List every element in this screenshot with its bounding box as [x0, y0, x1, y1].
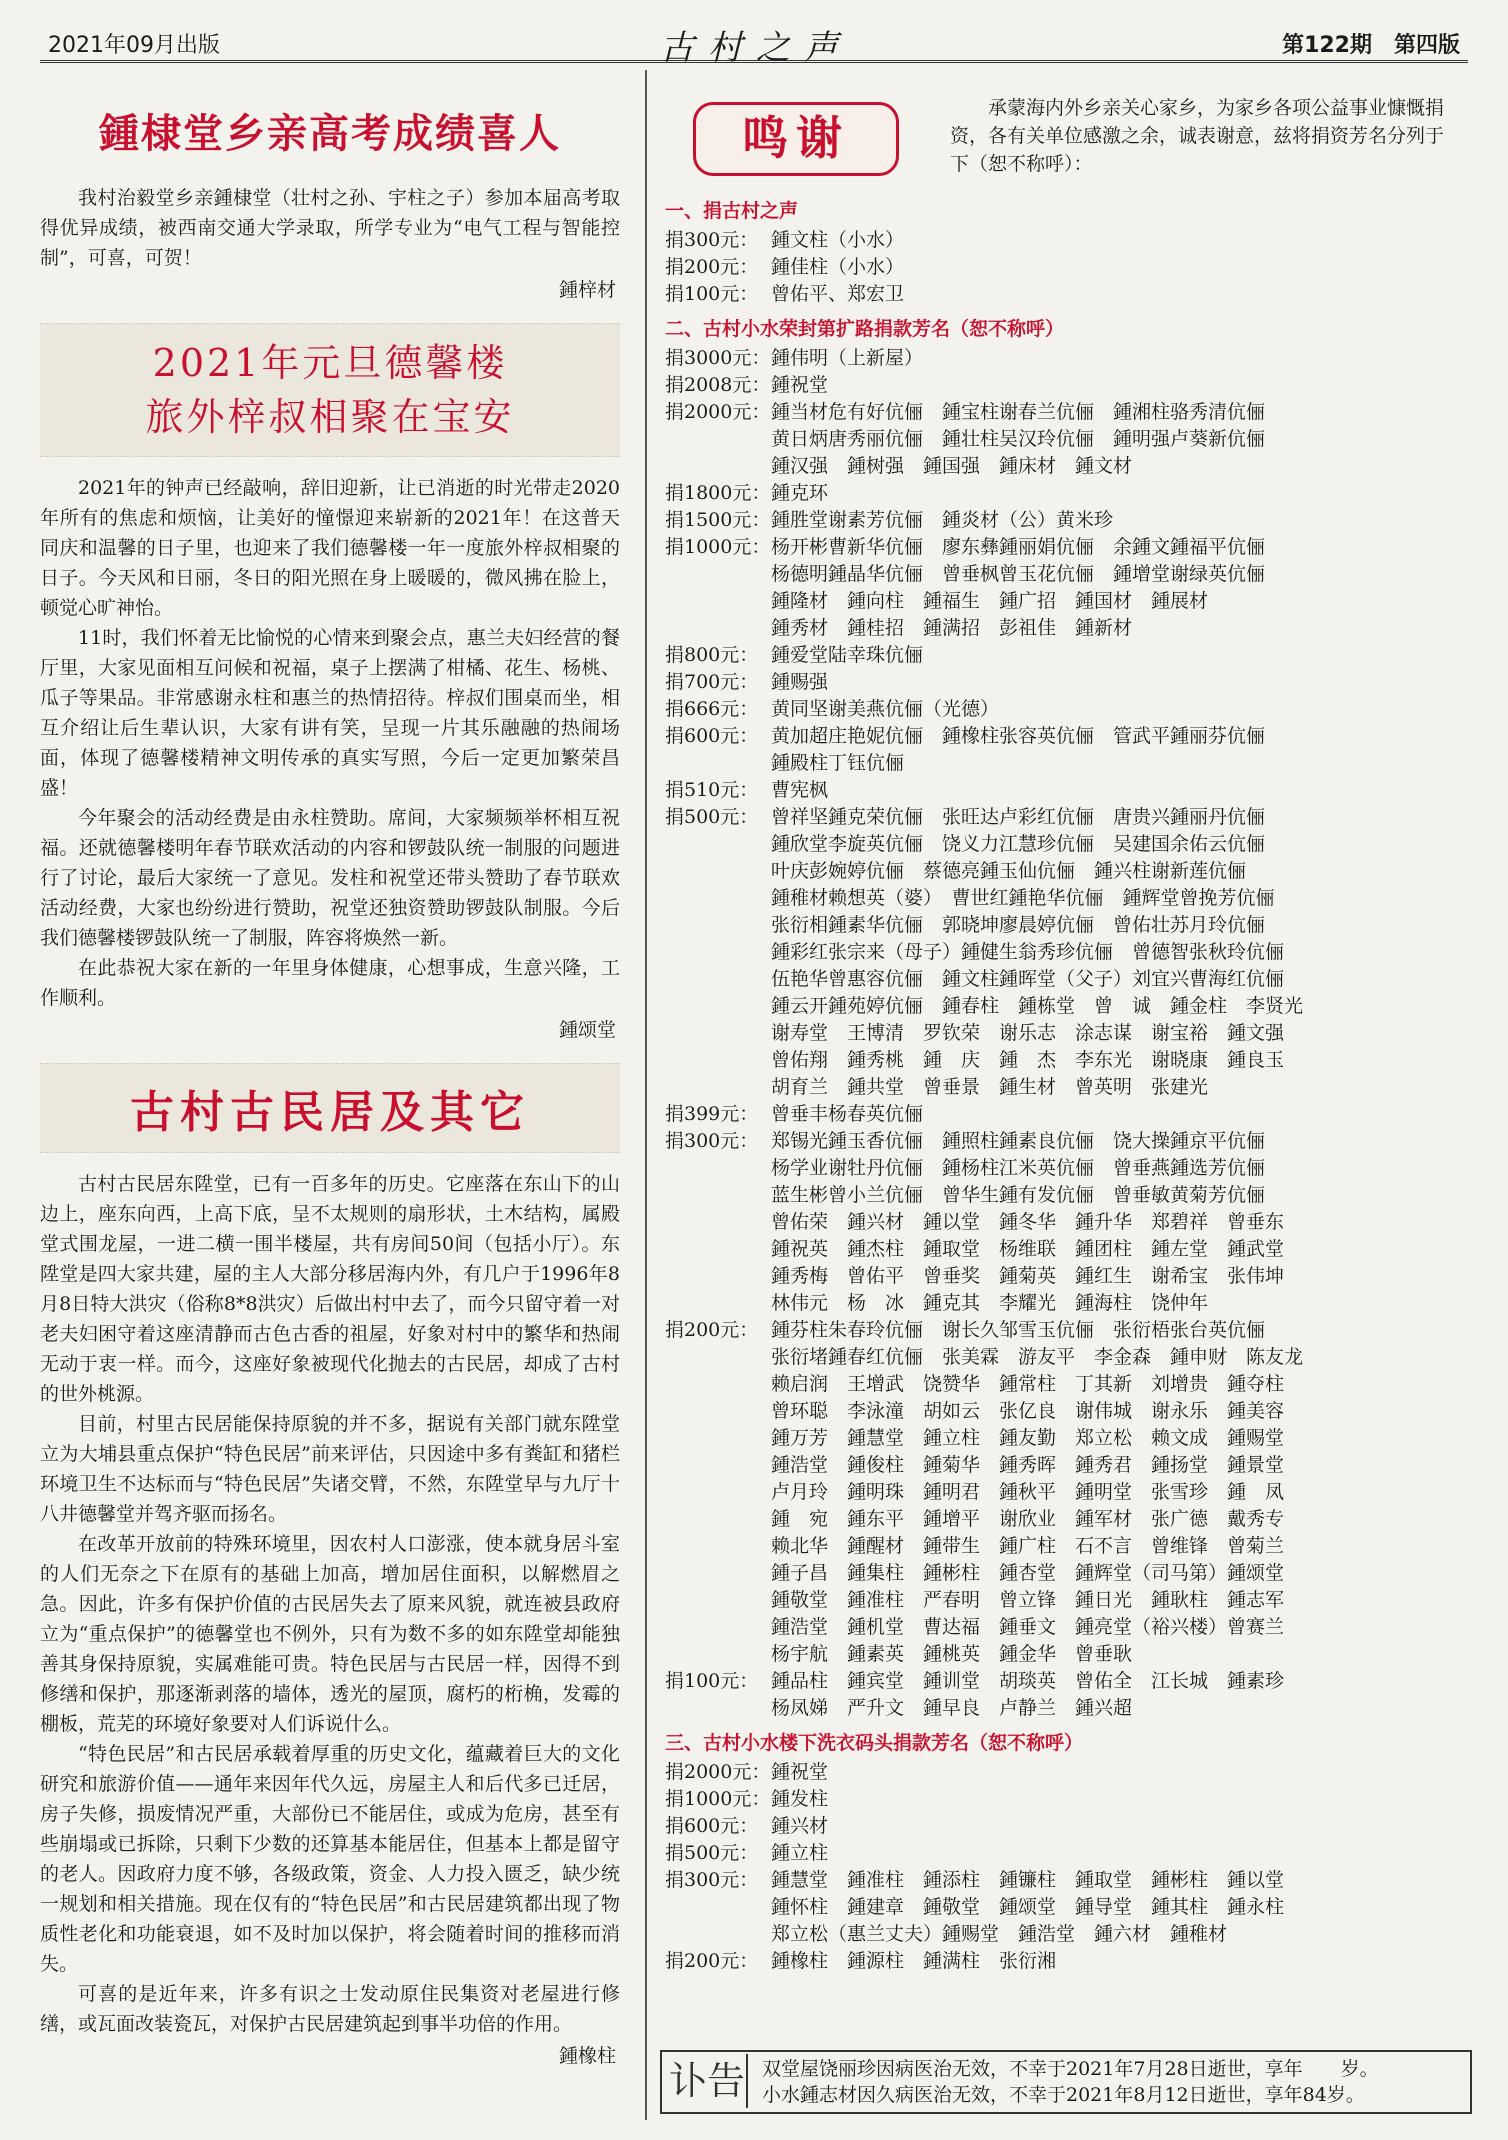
donation-section [665, 1728, 1470, 1975]
donation-row [665, 804, 1470, 1101]
donor-line: 鍾赐强 [771, 671, 829, 693]
donation-amount: 捐510元： [665, 779, 759, 801]
donation-row [665, 1786, 1470, 1813]
column-divider [645, 70, 647, 2120]
donor-line: 鍾品柱 鍾宾堂 鍾训堂 胡琰英 曾佑全 江长城 鍾素珍 [771, 1670, 1285, 1692]
donation-section-heading: 一、捐古村之声 [665, 200, 799, 222]
donation-amount: 捐399元： [665, 1103, 759, 1125]
paper-title: 古村之声 [660, 28, 852, 68]
donor-line: 鍾橡柱 鍾源柱 鍾满柱 张衍湘 [771, 1950, 1057, 1972]
article-paragraph: 古村古民居东陞堂，已有一百多年的历史。它座落在东山下的山边上，座东向西，上高下底，呈不太规则的扇形状，土木结构，属殿堂式围龙屋，一进二横一围半楼屋，共有房间50间（包括小厅）。东陞堂是四大家共建，屋的主人大部分移居海内外，有几户于1996年8月8日特大洪灾（俗称8*8洪灾）后做出村中去了，而今只留守着一对老夫妇困守着这座清静而古色古香的祖屋，好象对村中的繁华和热闹无动于衷一样。而今，这座好象被现代化抛去的古民居，却成了古村的世外桃源。 [40, 1173, 620, 1405]
donor-names [771, 1840, 1470, 1867]
donation-section-heading: 三、古村小水楼下洗衣码头捐款芳名（恕不称呼） [665, 1732, 1084, 1754]
donor-names [771, 642, 1470, 669]
article-paragraph: 2021年的钟声已经敲响，辞旧迎新，让已消逝的时光带走2020年所有的焦虑和烦恼，让美好的憧憬迎来崭新的2021年！在这普天同庆和温馨的日子里，也迎来了我们德馨楼一年一度旅外梓叔相聚的日子。今天风和日丽，冬日的阳光照在身上暖暖的，微风拂在脸上，顿觉心旷神怡。 [40, 477, 620, 619]
thanks-title: 鸣谢 [693, 102, 899, 176]
obituary-box [660, 2050, 1472, 2114]
article-author: 鍾颂堂 [558, 1019, 616, 1041]
donor-line: 郑立松（惠兰丈夫）鍾赐堂 鍾浩堂 鍾六材 鍾稚材 [771, 1923, 1228, 1945]
left-column [40, 80, 620, 2077]
donation-amount: 捐500元： [665, 806, 759, 828]
donor-line: 鍾殿柱丁钰伉俪 [771, 752, 905, 774]
donor-names [771, 534, 1470, 642]
donation-lists [665, 196, 1470, 1975]
donor-names [771, 1867, 1470, 1948]
donation-amount: 捐2000元： [665, 1761, 771, 1783]
donation-section-heading: 二、古村小水荣封第扩路捐款芳名（恕不称呼） [665, 318, 1065, 340]
donation-row [665, 254, 1470, 281]
donor-line: 杨开彬曹新华伉俪 廖东彝鍾丽娟伉俪 余鍾文鍾福平伉俪 [771, 536, 1266, 558]
donation-row [665, 227, 1470, 254]
article-paragraph: 11时，我们怀着无比愉悦的心情来到聚会点，惠兰夫妇经营的餐厅里，大家见面相互问候和祝福，桌子上摆满了柑橘、花生、杨桃、瓜子等果品。非常感谢永柱和惠兰的热情招待。梓叔们围桌而坐，相互介绍让后生辈认识，大家有讲有笑，呈现一片其乐融融的热闹场面，体现了德馨楼精神文明传承的真实写照，今后一定更加繁荣昌盛！ [40, 627, 620, 799]
donor-line: 鍾秀梅 曾佑平 曾垂奖 鍾菊英 鍾红生 谢希宝 张伟坤 [771, 1265, 1285, 1287]
donation-amount: 捐1500元： [665, 509, 771, 531]
donor-line: 曾环聪 李泳潼 胡如云 张亿良 谢伟城 谢永乐 鍾美容 [771, 1400, 1285, 1422]
donor-line: 鍾发柱 [771, 1788, 829, 1810]
donation-amount: 捐200元： [665, 256, 759, 278]
donor-line: 郑锡光鍾玉香伉俪 鍾照柱鍾素良伉俪 饶大操鍾京平伉俪 [771, 1130, 1266, 1152]
donation-amount: 捐500元： [665, 1842, 759, 1864]
donor-line: 鍾浩堂 鍾俊柱 鍾菊华 鍾秀晖 鍾秀君 鍾扬堂 鍾景堂 [771, 1454, 1285, 1476]
donation-row [665, 480, 1470, 507]
donation-row [665, 1128, 1470, 1317]
donor-line: 鍾祝堂 [771, 374, 829, 396]
donation-amount: 捐3000元： [665, 347, 771, 369]
donor-line: 鍾慧堂 鍾准柱 鍾添柱 鍾镰柱 鍾取堂 鍾彬柱 鍾以堂 [771, 1869, 1285, 1891]
obituary-line: 双堂屋饶丽珍因病医治无效，不幸于2021年7月28日逝世，享年 岁。 [762, 2058, 1379, 2080]
donor-names [771, 669, 1470, 696]
donor-names [771, 1813, 1470, 1840]
article-title: 鍾棣堂乡亲高考成绩喜人 [99, 110, 561, 157]
donation-amount: 捐600元： [665, 1815, 759, 1837]
article-gaokao [40, 102, 620, 303]
donation-row [665, 723, 1470, 777]
donation-amount: 捐200元： [665, 1319, 759, 1341]
donation-row [665, 1101, 1470, 1128]
donor-line: 曾佑平、郑宏卫 [771, 283, 905, 305]
donation-row [665, 642, 1470, 669]
donor-line: 鍾 宛 鍾东平 鍾增平 谢欣业 鍾军材 张广德 戴秀专 [771, 1508, 1285, 1530]
publish-date: 2021年09月出版 [48, 33, 220, 58]
article-paragraph: 目前，村里古民居能保持原貌的并不多，据说有关部门就东陞堂立为大埔县重点保护“特色民居”前来评估，只因途中多有粪缸和猪栏环境卫生不达标而与“特色民居”失诸交臂，不然，东陞堂早与九厅十八井德馨堂并驾齐驱而扬名。 [40, 1413, 620, 1525]
donation-amount: 捐2000元： [665, 401, 771, 423]
donation-amount: 捐1000元： [665, 1788, 771, 1810]
article-paragraph: 在改革开放前的特殊环境里，因农村人口澎涨，使本就身居斗室的人们无奈之下在原有的基础上加高，增加居住面积，以解燃眉之急。因此，许多有保护价值的古民居失去了原来风貌，就连被县政府立为“重点保护”的德馨堂也不例外，只有为数不多的如东陞堂却能独善其身保持原貌，实属难能可贵。特色民居与古民居一样，因得不到修缮和保护，那逐渐剥落的墙体，透光的屋顶，腐朽的桁桷，发霉的棚板，荒芜的环境好象要对人们诉说什么。 [40, 1533, 620, 1735]
donation-row [665, 1948, 1470, 1975]
donor-line: 鍾子昌 鍾集柱 鍾彬柱 鍾杏堂 鍾辉堂（司马第）鍾颂堂 [771, 1562, 1285, 1584]
donor-line: 鍾兴材 [771, 1815, 829, 1837]
donation-amount: 捐300元： [665, 1130, 759, 1152]
donor-names [771, 1948, 1470, 1975]
donor-names [771, 372, 1470, 399]
donor-line: 鍾祝英 鍾杰柱 鍾取堂 杨维联 鍾团柱 鍾左堂 鍾武堂 [771, 1238, 1285, 1260]
donation-row [665, 1840, 1470, 1867]
donor-line: 鍾伟明（上新屋） [771, 347, 924, 369]
donor-line: 鍾彩红张宗来（母子）鍾健生翁秀珍伉俪 曾德智张秋玲伉俪 [771, 941, 1285, 963]
donor-line: 鍾怀柱 鍾建章 鍾敬堂 鍾颂堂 鍾导堂 鍾其柱 鍾永柱 [771, 1896, 1285, 1918]
donor-line: 赖北华 鍾醒材 鍾带生 鍾广柱 石不言 曾维锋 曾菊兰 [771, 1535, 1285, 1557]
donation-amount: 捐300元： [665, 1869, 759, 1891]
donation-row [665, 281, 1470, 308]
donation-section [665, 314, 1470, 1722]
donation-row [665, 399, 1470, 480]
donor-line: 曾祥坚鍾克荣伉俪 张旺达卢彩红伉俪 唐贵兴鍾丽丹伉俪 [771, 806, 1266, 828]
donor-names [771, 1317, 1470, 1668]
title-banner [40, 1063, 620, 1153]
donor-line: 曾佑荣 鍾兴材 鍾以堂 鍾冬华 鍾升华 郑碧祥 曾垂东 [771, 1211, 1285, 1233]
donor-names [771, 1759, 1470, 1786]
donor-line: 鍾爱堂陆幸珠伉俪 [771, 644, 924, 666]
donor-line: 鍾云开鍾苑婷伉俪 鍾春柱 鍾栋堂 曾 诚 鍾金柱 李贤光 [771, 995, 1304, 1017]
donor-line: 曹宪枫 [771, 779, 829, 801]
donor-names [771, 696, 1470, 723]
donor-line: 伍艳华曾惠容伉俪 鍾文柱鍾晖堂（父子）刘宜兴曹海红伉俪 [771, 968, 1285, 990]
article-title-line2: 旅外梓叔相聚在宝安 [145, 395, 515, 439]
issue-number: 第122期 第四版 [1282, 33, 1460, 58]
article-paragraph: 在此恭祝大家在新的一年里身体健康，心想事成，生意兴隆，工作顺利。 [40, 957, 620, 1009]
donor-line: 蓝生彬曾小兰伉俪 曾华生鍾有发伉俪 曾垂敏黄菊芳伉俪 [771, 1184, 1266, 1206]
donor-line: 鍾敬堂 鍾准柱 严春明 曾立锋 鍾日光 鍾耿柱 鍾志军 [771, 1589, 1285, 1611]
article-paragraph: 可喜的是近年来，许多有识之士发动原住民集资对老屋进行修缮，或瓦面改装瓷瓦，对保护古民居建筑起到事半功倍的作用。 [40, 1983, 620, 2035]
donor-line: 鍾浩堂 鍾机堂 曹达福 鍾垂文 鍾亮堂（裕兴楼）曾赛兰 [771, 1616, 1285, 1638]
right-column [665, 80, 1470, 1975]
obituary-label: 讣告 [668, 2054, 748, 2108]
donor-line: 鍾祝堂 [771, 1761, 829, 1783]
donor-line: 张衍堵鍾春红伉俪 张美霖 游友平 李金森 鍾申财 陈友龙 [771, 1346, 1304, 1368]
donor-line: 张衍相鍾素华伉俪 郭晓坤廖晨婷伉俪 曾佑壮苏月玲伉俪 [771, 914, 1266, 936]
donation-row [665, 372, 1470, 399]
thanks-header [665, 80, 1470, 190]
donor-names [771, 723, 1470, 777]
donor-line: 鍾当材危有好伉俪 鍾宝柱谢春兰伉俪 鍾湘柱骆秀清伉俪 [771, 401, 1266, 423]
donation-section [665, 196, 1470, 308]
donor-line: 鍾秀材 鍾桂招 鍾满招 彭祖佳 鍾新材 [771, 617, 1133, 639]
donor-line: 杨学业谢牡丹伉俪 鍾杨柱江米英伉俪 曾垂燕鍾选芳伉俪 [771, 1157, 1266, 1179]
donation-row [665, 1317, 1470, 1668]
donor-line: 黄同坚谢美燕伉俪（光德） [771, 698, 1000, 720]
donation-amount: 捐800元： [665, 644, 759, 666]
donation-row [665, 669, 1470, 696]
donor-line: 鍾佳柱（小水） [771, 256, 905, 278]
article-title-line1: 2021年元旦德馨楼 [152, 341, 508, 385]
donor-line: 林伟元 杨 冰 鍾克其 李耀光 鍾海柱 饶仲年 [771, 1292, 1209, 1314]
donor-names [771, 1101, 1470, 1128]
article-paragraph: “特色民居”和古民居承载着厚重的历史文化，蕴藏着巨大的文化研究和旅游价值——通年来因年代久远，房屋主人和后代多已迁居，房子失修，损废情况严重，大部份已不能居住，或成为危房，甚至有些崩塌或已拆除，只剩下少数的还算基本能居住，但基本上都是留守的老人。因政府力度不够，各级政策，资金、人力投入匮乏，缺少统一规划和相关措施。现在仅有的“特色民居”和古民居建筑都出现了物质性老化和功能衰退，如不及时加以保护，将会随着时间的推移而消失。 [40, 1743, 620, 1975]
donor-line: 鍾万芳 鍾慧堂 鍾立柱 鍾友勤 郑立松 赖文成 鍾赐堂 [771, 1427, 1285, 1449]
donor-line: 鍾立柱 [771, 1842, 829, 1864]
donor-line: 鍾芬柱朱春玲伉俪 谢长久邹雪玉伉俪 张衍梧张台英伉俪 [771, 1319, 1266, 1341]
donation-row [665, 507, 1470, 534]
article-paragraph: 今年聚会的活动经费是由永柱赞助。席间，大家频频举杯相互祝福。还就德馨楼明年春节联欢活动的内容和锣鼓队统一制服的问题进行了讨论，最后大家统一了意见。发柱和祝堂还带头赞助了春节联欢活动经费，大家也纷纷进行赞助，祝堂还独资赞助锣鼓队制服。今后我们德馨楼锣鼓队统一了制服，阵容将焕然一新。 [40, 807, 620, 949]
donor-names [771, 804, 1470, 1101]
article-title: 古村古民居及其它 [130, 1087, 530, 1138]
obituary-line: 小水鍾志材因久病医治无效，不幸于2021年8月12日逝世，享年84岁。 [762, 2084, 1365, 2106]
donor-names [771, 1668, 1470, 1722]
donation-amount: 捐1000元： [665, 536, 771, 558]
donor-names [771, 507, 1470, 534]
article-author: 鍾橡柱 [558, 2045, 616, 2067]
donor-line: 鍾隆材 鍾向柱 鍾福生 鍾广招 鍾国材 鍾展材 [771, 590, 1209, 612]
thanks-intro: 承蒙海内外乡亲关心家乡，为家乡各项公益事业慷慨捐资，各有关单位感激之余，诚表谢意，兹将捐资芳名分列于下（恕不称呼）： [950, 97, 1445, 175]
donor-line: 黄加超庄艳妮伉俪 鍾橡柱张容英伉俪 管武平鍾丽芬伉俪 [771, 725, 1266, 747]
donation-row [665, 1759, 1470, 1786]
donation-amount: 捐700元： [665, 671, 759, 693]
donor-line: 叶庆彭婉婷伉俪 蔡德亮鍾玉仙伉俪 鍾兴柱谢新莲伉俪 [771, 860, 1247, 882]
article-paragraph: 我村治毅堂乡亲鍾棣堂（壮村之孙、宇柱之子）参加本届高考取得优异成绩，被西南交通大学录取，所学专业为“电气工程与智能控制”，可喜，可贺！ [40, 187, 620, 269]
donor-names [771, 1128, 1470, 1317]
donor-names [771, 254, 1470, 281]
donor-line: 鍾克环 [771, 482, 829, 504]
donation-row [665, 1813, 1470, 1840]
donor-names [771, 345, 1470, 372]
donor-names [771, 281, 1470, 308]
donation-row [665, 696, 1470, 723]
donor-line: 鍾文柱（小水） [771, 229, 905, 251]
donor-names [771, 227, 1470, 254]
article-gathering [40, 323, 620, 1043]
donor-names [771, 399, 1470, 480]
donor-names [771, 480, 1470, 507]
donor-line: 杨凤娣 严升文 鍾早良 卢静兰 鍾兴超 [771, 1697, 1133, 1719]
donor-line: 赖启润 王增武 饶赞华 鍾常柱 丁其新 刘增贵 鍾夺柱 [771, 1373, 1285, 1395]
donation-amount: 捐666元： [665, 698, 759, 720]
donation-row [665, 1668, 1470, 1722]
donor-line: 杨宇航 鍾素英 鍾桃英 鍾金华 曾垂耿 [771, 1643, 1133, 1665]
donation-row [665, 777, 1470, 804]
donation-amount: 捐1800元： [665, 482, 771, 504]
donor-line: 曾佑翔 鍾秀桃 鍾 庆 鍾 杰 李东光 谢晓康 鍾良玉 [771, 1049, 1285, 1071]
donor-line: 黄日炳唐秀丽伉俪 鍾壮柱吴汉玲伉俪 鍾明强卢葵新伉俪 [771, 428, 1266, 450]
donor-line: 鍾汉强 鍾树强 鍾国强 鍾床材 鍾文材 [771, 455, 1133, 477]
donation-row [665, 345, 1470, 372]
donation-amount: 捐2008元： [665, 374, 771, 396]
donor-names [771, 1786, 1470, 1813]
donor-names [771, 777, 1470, 804]
donor-line: 鍾稚材赖想英（婆） 曹世红鍾艳华伉俪 鍾辉堂曾挽芳伉俪 [771, 887, 1275, 909]
donor-line: 鍾欣堂李旋英伉俪 饶义力江慧珍伉俪 吴建国余佑云伉俪 [771, 833, 1266, 855]
donation-amount: 捐300元： [665, 229, 759, 251]
donor-line: 杨德明鍾晶华伉俪 曾垂枫曾玉花伉俪 鍾增堂谢绿英伉俪 [771, 563, 1266, 585]
donation-amount: 捐200元： [665, 1950, 759, 1972]
donor-line: 谢寿堂 王博清 罗钦荣 谢乐志 涂志谋 谢宝裕 鍾文强 [771, 1022, 1285, 1044]
donor-line: 曾垂丰杨春英伉俪 [771, 1103, 924, 1125]
donation-row [665, 1867, 1470, 1948]
article-author: 鍾梓材 [558, 279, 616, 301]
donation-amount: 捐100元： [665, 1670, 759, 1692]
donation-amount: 捐600元： [665, 725, 759, 747]
article-old-houses [40, 1063, 620, 2069]
donor-line: 胡育兰 鍾共堂 曾垂景 鍾生材 曾英明 张建光 [771, 1076, 1209, 1098]
masthead [40, 18, 1468, 68]
donor-line: 鍾胜堂谢素芳伉俪 鍾炎材（公）黄米珍 [771, 509, 1114, 531]
donation-row [665, 534, 1470, 642]
donation-amount: 捐100元： [665, 283, 759, 305]
donor-line: 卢月玲 鍾明珠 鍾明君 鍾秋平 鍾明堂 张雪珍 鍾 凤 [771, 1481, 1285, 1503]
title-banner [40, 323, 620, 457]
